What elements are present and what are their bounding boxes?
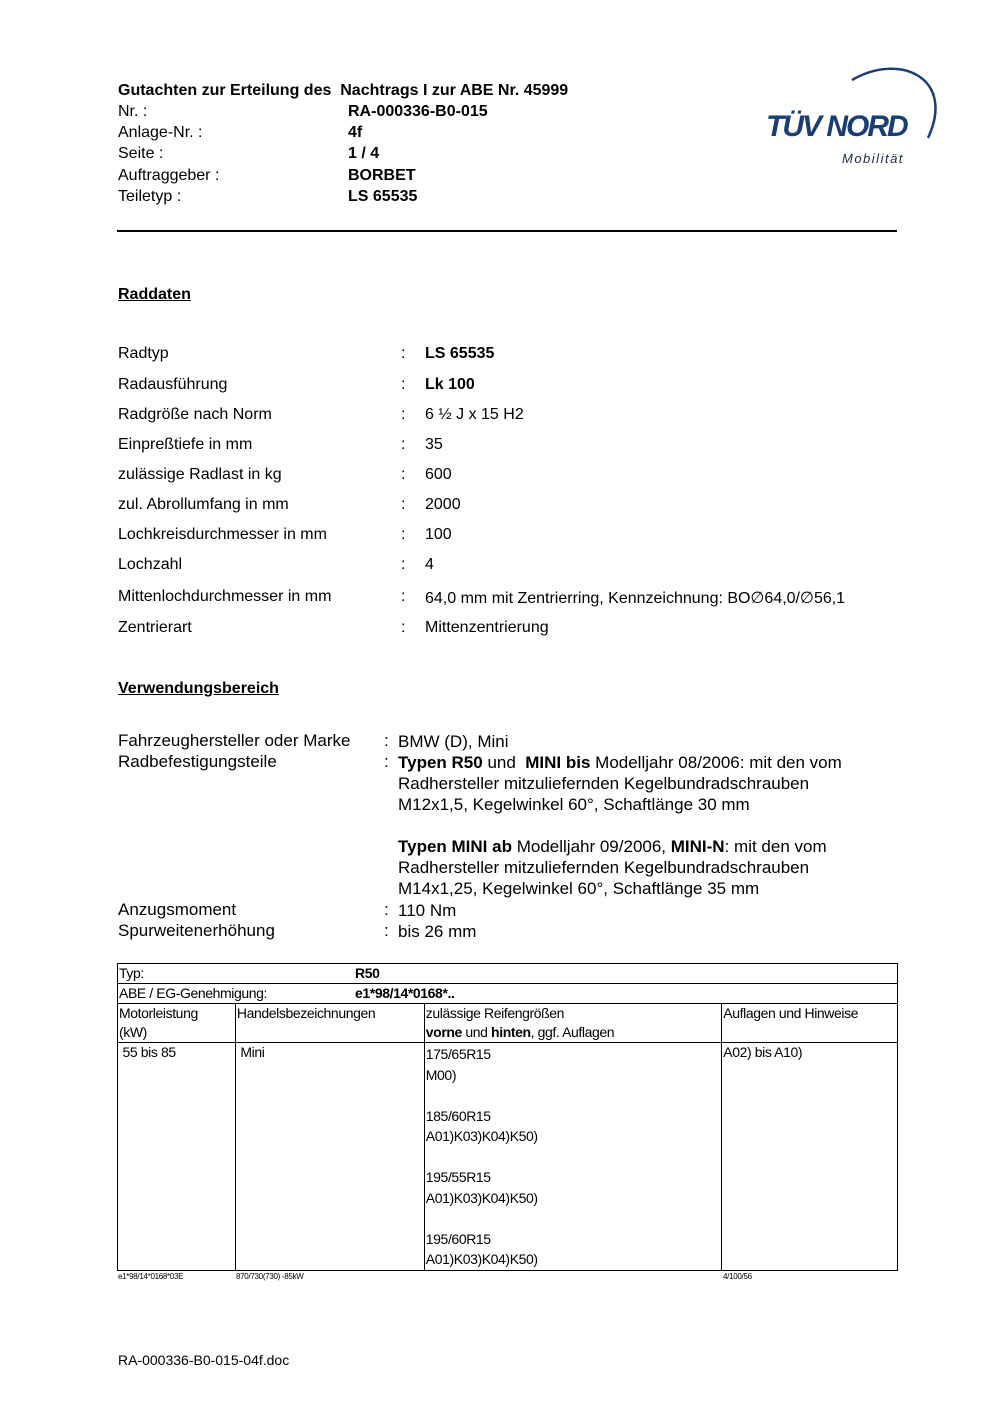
col-header-handel: Handelsbezeichnungen bbox=[235, 1004, 424, 1043]
table-row-abe bbox=[118, 984, 898, 1004]
spec-label: Einpreßtiefe in mm bbox=[118, 436, 253, 453]
use-label: Anzugsmoment bbox=[118, 900, 237, 919]
tuev-nord-logo bbox=[760, 58, 940, 178]
spec-colon: : bbox=[401, 345, 406, 362]
bold-text: MINI bis bbox=[525, 753, 591, 772]
reifen-line: M00) bbox=[425, 1066, 457, 1083]
spec-row bbox=[118, 436, 918, 458]
use-label: Radbefestigungsteile bbox=[118, 752, 277, 771]
header-label: Auftraggeber : bbox=[118, 167, 220, 184]
befestigung-text bbox=[398, 752, 842, 899]
header-value: 4f bbox=[348, 124, 363, 141]
abe-value: e1*98/14*0168*.. bbox=[355, 985, 455, 1001]
spec-label: zul. Abrollumfang in mm bbox=[118, 496, 289, 513]
use-row-anzugsmoment bbox=[118, 900, 918, 922]
spec-value: 600 bbox=[425, 466, 452, 483]
spec-colon: : bbox=[401, 588, 406, 605]
header-value: LS 65535 bbox=[348, 188, 418, 205]
spec-label: Radtyp bbox=[118, 345, 169, 362]
vehicle-table bbox=[117, 963, 898, 1271]
spec-colon: : bbox=[401, 619, 406, 636]
befestigung-p1-line1 bbox=[398, 752, 842, 773]
header-value: BORBET bbox=[348, 167, 416, 184]
spec-colon: : bbox=[401, 406, 406, 423]
header-value: 1 / 4 bbox=[348, 145, 380, 162]
spec-label: zulässige Radlast in kg bbox=[118, 466, 282, 483]
use-value: BMW (D), Mini bbox=[398, 732, 509, 751]
header-divider bbox=[117, 230, 897, 232]
header-label: Anlage-Nr. : bbox=[118, 124, 203, 141]
table-footer-left: e1*98/14*0168*03E bbox=[118, 1272, 184, 1281]
use-colon: : bbox=[384, 900, 389, 919]
reifen-list bbox=[426, 1044, 721, 1270]
text: und bbox=[461, 1024, 492, 1040]
use-colon: : bbox=[384, 731, 389, 750]
spec-value: 35 bbox=[425, 436, 443, 453]
typ-label: Typ: bbox=[119, 965, 144, 981]
spec-value: LS 65535 bbox=[425, 345, 495, 362]
spec-colon: : bbox=[401, 556, 406, 573]
spec-value: 6 ½ J x 15 H2 bbox=[425, 406, 524, 423]
cell-reifen bbox=[424, 1043, 722, 1271]
spec-row bbox=[118, 588, 918, 610]
befestigung-p2-line3: M14x1,25, Kegelwinkel 60°, Schaftlänge 35 mm bbox=[398, 879, 760, 898]
table-header-row bbox=[118, 1004, 898, 1043]
text: , ggf. Auflagen bbox=[530, 1024, 615, 1040]
spec-colon: : bbox=[401, 526, 406, 543]
document-filename: RA-000336-B0-015-04f.doc bbox=[118, 1352, 290, 1368]
spec-value: 64,0 mm mit Zentrierring, Kennzeichnung: BO∅64,0/∅56,1 bbox=[425, 590, 846, 607]
spec-value: Mittenzentrierung bbox=[425, 619, 549, 636]
bold-text: Typen R50 bbox=[398, 753, 483, 772]
bold-text: Typen MINI ab bbox=[398, 837, 512, 856]
spec-row bbox=[118, 496, 918, 518]
spec-label: Mittenlochdurchmesser in mm bbox=[118, 588, 332, 605]
bold-text: MINI-N bbox=[670, 837, 725, 856]
text: Modelljahr 09/2006, bbox=[511, 837, 671, 856]
spec-label: Zentrierart bbox=[118, 619, 192, 636]
reifen-spacer bbox=[426, 1147, 721, 1168]
befestigung-p1-line3: M12x1,5, Kegelwinkel 60°, Schaftlänge 30 mm bbox=[398, 795, 750, 814]
reifen-header-line1: zulässige Reifengrößen bbox=[425, 1005, 565, 1021]
typ-value: R50 bbox=[355, 965, 380, 981]
table-footer-right: 4/100/56 bbox=[723, 1272, 752, 1281]
header-row-anlage bbox=[118, 124, 678, 146]
use-value: bis 26 mm bbox=[398, 922, 477, 941]
bold-text: hinten bbox=[491, 1024, 531, 1040]
header-label: Seite : bbox=[118, 145, 164, 162]
use-colon: : bbox=[384, 752, 389, 771]
header-row-nr bbox=[118, 103, 678, 125]
section-heading-verwendungsbereich: Verwendungsbereich bbox=[118, 680, 279, 697]
reifen-line: 195/60R15 bbox=[425, 1230, 491, 1247]
spec-colon: : bbox=[401, 466, 406, 483]
use-colon: : bbox=[384, 921, 389, 940]
spec-colon: : bbox=[401, 496, 406, 513]
col-header-auflagen: Auflagen und Hinweise bbox=[722, 1004, 898, 1043]
header-row-teiletyp bbox=[118, 188, 678, 210]
header-row-seite bbox=[118, 145, 678, 167]
header-value: RA-000336-B0-015 bbox=[348, 103, 488, 120]
spec-value: Lk 100 bbox=[425, 376, 475, 393]
spec-row bbox=[118, 345, 918, 367]
text: Modelljahr 08/2006: mit den vom bbox=[590, 753, 842, 772]
col-header-reifen bbox=[424, 1004, 722, 1043]
use-label: Fahrzeughersteller oder Marke bbox=[118, 731, 351, 750]
spec-row bbox=[118, 526, 918, 548]
spec-row bbox=[118, 466, 918, 488]
reifen-line: A01)K03)K04)K50) bbox=[425, 1128, 538, 1144]
use-value: 110 Nm bbox=[398, 901, 457, 920]
bold-text: vorne bbox=[425, 1024, 462, 1040]
text: und bbox=[482, 753, 526, 772]
cell-handel: Mini bbox=[235, 1043, 424, 1271]
use-label: Spurweitenerhöhung bbox=[118, 921, 275, 940]
spec-row bbox=[118, 376, 918, 398]
logo-sub: Mobilität bbox=[842, 151, 904, 166]
befestigung-p1-line2: Radhersteller mitzuliefernden Kegelbundradschrauben bbox=[398, 774, 810, 793]
header-label: Teiletyp : bbox=[118, 188, 182, 205]
typ-cell bbox=[118, 964, 898, 984]
logo-brand: TÜV NORD bbox=[766, 110, 907, 143]
use-row-spurweite bbox=[118, 921, 918, 943]
table-footer-mid: 870/730(730) -85kW bbox=[236, 1272, 304, 1281]
abe-label: ABE / EG-Genehmigung: bbox=[119, 985, 268, 1001]
spec-label: Lochkreisdurchmesser in mm bbox=[118, 526, 327, 543]
reifen-line: A01)K03)K04)K50) bbox=[425, 1189, 538, 1206]
reifen-line: A01)K03)K04)K50) bbox=[425, 1251, 538, 1267]
text: : mit den vom bbox=[724, 837, 827, 856]
reifen-spacer bbox=[426, 1208, 721, 1229]
reifen-header-line2 bbox=[426, 1023, 721, 1042]
reifen-spacer bbox=[426, 1085, 721, 1106]
spec-value: 4 bbox=[425, 556, 434, 573]
befestigung-p2-line1 bbox=[398, 836, 842, 857]
table-row bbox=[118, 1043, 898, 1271]
table-row-typ bbox=[118, 964, 898, 984]
cell-motor: 55 bis 85 bbox=[118, 1043, 236, 1271]
spec-value: 100 bbox=[425, 526, 452, 543]
abe-cell bbox=[118, 984, 898, 1004]
spec-label: Radausführung bbox=[118, 376, 228, 393]
header-label: Nr. : bbox=[118, 103, 148, 120]
spec-row bbox=[118, 556, 918, 578]
use-row-hersteller bbox=[118, 731, 918, 753]
befestigung-p2-line2: Radhersteller mitzuliefernden Kegelbundradschrauben bbox=[398, 858, 810, 877]
spec-label: Radgröße nach Norm bbox=[118, 406, 272, 423]
reifen-line: 175/65R15 bbox=[425, 1046, 491, 1062]
reifen-line: 195/55R15 bbox=[425, 1169, 491, 1185]
section-heading-raddaten: Raddaten bbox=[118, 286, 191, 303]
cell-auflagen: A02) bis A10) bbox=[722, 1043, 898, 1271]
report-title: Gutachten zur Erteilung des Nachtrags I zur ABE Nr. 45999 bbox=[118, 82, 569, 99]
spec-colon: : bbox=[401, 376, 406, 393]
col-header-motor: Motorleistung (kW) bbox=[118, 1004, 236, 1043]
reifen-line: 185/60R15 bbox=[425, 1107, 491, 1124]
spec-row bbox=[118, 406, 918, 428]
spec-row bbox=[118, 619, 918, 641]
spec-colon: : bbox=[401, 436, 406, 453]
header-row-auftraggeber bbox=[118, 167, 678, 189]
spec-label: Lochzahl bbox=[118, 556, 183, 573]
spec-value: 2000 bbox=[425, 496, 461, 513]
use-row-befestigung bbox=[118, 752, 918, 902]
